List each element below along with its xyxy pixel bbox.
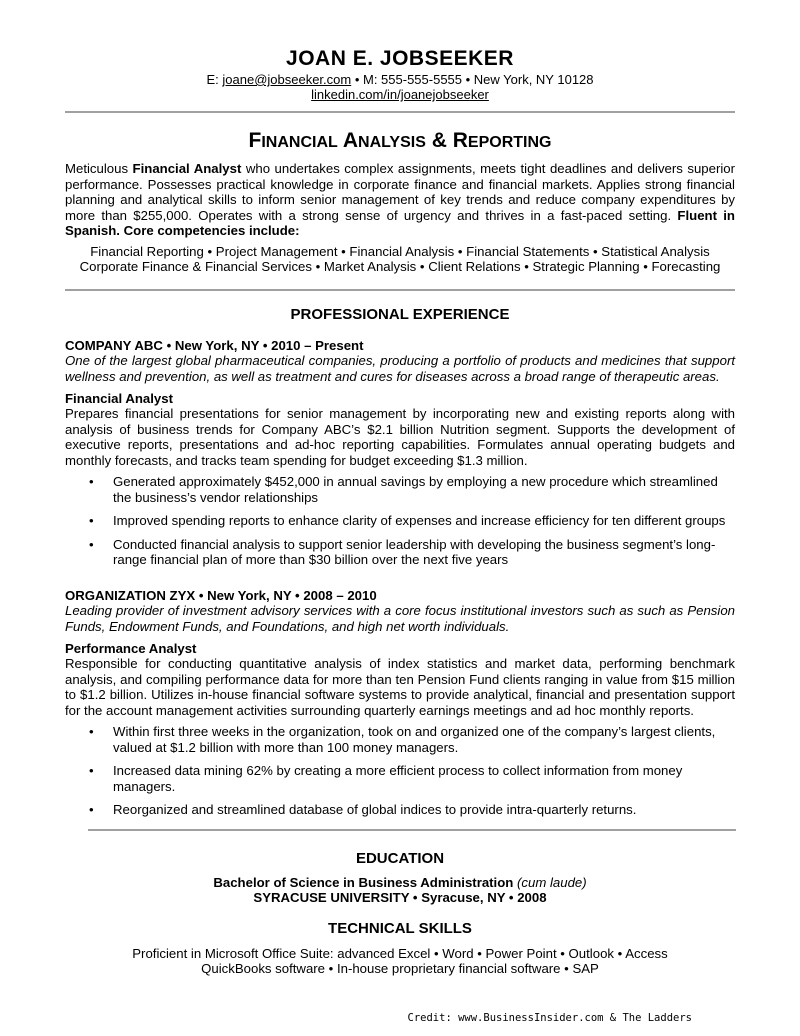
- image-credit: Credit: www.BusinessInsider.com & The Ladders: [407, 1012, 692, 1024]
- bullet-icon: •: [89, 536, 94, 552]
- contact-details: • M: 555-555-5555 • New York, NY 10128: [351, 72, 594, 87]
- list-item: • Conducted financial analysis to support senior leadership with developing the business segment’s long-range financial plan of more than $30 billion over the next five years: [89, 536, 716, 567]
- bullet-icon: •: [89, 802, 94, 817]
- job-1-role: Financial Analyst: [65, 391, 173, 406]
- job-2-description: Leading provider of investment advisory services with a core focus institutional investors such as such as Pension Funds, Endowment Funds, and Foundations, and high net worth individuals.: [65, 603, 735, 634]
- list-item: • Increased data mining 62% by creating a more efficient process to collect information from money managers.: [89, 763, 683, 794]
- job-1-description: One of the largest global pharmaceutical companies, producing a portfolio of products and medicines that support wellness and prevention, as well as treatment and cures for diseases across a broad range of therapeutic areas.: [65, 353, 735, 384]
- list-item: • Improved spending reports to enhance clarity of expenses and increase efficiency for ten different groups: [89, 513, 726, 528]
- skills-heading: TECHNICAL SKILLS: [328, 920, 472, 937]
- competencies-line-1: Financial Reporting • Project Management • Financial Analysis • Financial Statements • Statistical Analysis: [90, 244, 710, 259]
- job-2-company: ORGANIZATION ZYX • New York, NY • 2008 – 2010: [65, 588, 377, 603]
- section-divider: [88, 829, 736, 831]
- degree-honors: (cum laude): [517, 875, 587, 890]
- education-degree-line: [0, 875, 800, 891]
- contact-line: [0, 72, 800, 87]
- job-1-achievements: [65, 474, 735, 575]
- email-link[interactable]: joane@jobseeker.com: [222, 72, 352, 87]
- skills-line-1: Proficient in Microsoft Office Suite: advanced Excel • Word • Power Point • Outlook • Access: [132, 946, 668, 961]
- bullet-icon: •: [89, 474, 94, 489]
- bullet-icon: •: [89, 513, 94, 528]
- list-item: • Within first three weeks in the organization, took on and organized one of the company’s largest clients, valued at $1.2 billion with more than 100 money managers.: [89, 724, 716, 755]
- job-1-company: COMPANY ABC • New York, NY • 2010 – Present: [65, 338, 364, 353]
- experience-heading: PROFESSIONAL EXPERIENCE: [290, 306, 510, 323]
- competencies-line-2: Corporate Finance & Financial Services • Market Analysis • Client Relations • Strategic Planning • Forecasting: [79, 259, 721, 274]
- skills-line-2: QuickBooks software • In-house proprietary financial software • SAP: [201, 961, 599, 976]
- bullet-icon: •: [89, 724, 94, 739]
- job-2-summary: Responsible for conducting quantitative analysis of index statistics and market data, performing benchmark analysis, and compiling performance data for more than ten Pension Fund clients ranging in value from $15 million to $1.2 billion. Utilizes in-house financial software systems to provide analytical, financial and presentation support for the account management activities surrounding quarterly earnings meetings and ad hoc monthly reports.: [65, 656, 735, 718]
- summary-paragraph: Meticulous Financial Analyst who undertakes complex assignments, meets tight deadlines and delivers superior performance. Possesses practical knowledge in corporate finance and financial markets. Applies strong financial planning and analytical skills to inform senior management of key trends and reduce company expenditures by more than $255,000. Operates with a strong sense of urgency and thrives in a fast-paced setting. Fluent in Spanish. Core competencies include:: [65, 161, 735, 238]
- resume-name: JOAN E. JOBSEEKER: [286, 47, 514, 70]
- bullet-icon: •: [89, 763, 94, 778]
- list-item: • Generated approximately $452,000 in annual savings by employing a new procedure which streamlined the business’s vendor relationships: [89, 474, 718, 505]
- job-1-summary: Prepares financial presentations for senior management by incorporating new and existing reports along with analysis of business trends for Company ABC’s $2.1 billion Nutrition segment. Supports the development of executive reports, presentations and ad-hoc reporting capabilities. Formulates annual operating budgets and monthly forecasts, and tracks team spending for budget exceeding $1.3 million.: [65, 406, 735, 468]
- education-heading: EDUCATION: [355, 850, 445, 867]
- list-item: • Reorganized and streamlined database of global indices to provide intra-quarterly returns.: [89, 802, 637, 817]
- resume-title: FINANCIAL ANALYSIS & REPORTING: [248, 129, 552, 152]
- linkedin-link[interactable]: linkedin.com/in/joanejobseeker: [311, 87, 489, 102]
- section-divider: [65, 289, 735, 291]
- degree: Bachelor of Science in Business Administration: [213, 875, 514, 890]
- job-2-achievements: [65, 724, 735, 825]
- job-2-role: Performance Analyst: [65, 641, 197, 656]
- education-school: SYRACUSE UNIVERSITY • Syracuse, NY • 2008: [253, 890, 547, 905]
- linkedin-line: [0, 87, 800, 102]
- header-divider: [65, 111, 735, 113]
- email-prefix: E:: [206, 72, 223, 87]
